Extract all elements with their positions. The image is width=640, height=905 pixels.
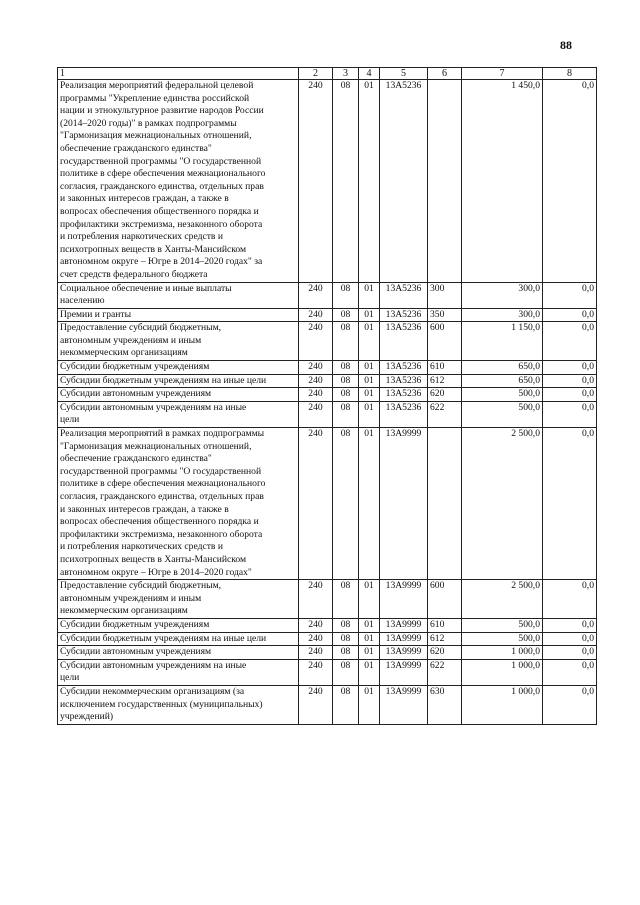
cell-subsection: 01 bbox=[359, 685, 380, 724]
cell-amount: 500,0 bbox=[462, 632, 543, 646]
cell-section: 08 bbox=[333, 685, 359, 724]
table-row bbox=[58, 361, 597, 375]
cell-expense-type bbox=[428, 80, 462, 283]
cell-expense-type: 630 bbox=[428, 685, 462, 724]
cell-target-article: 13А5236 bbox=[380, 374, 428, 388]
row-description: Субсидии бюджетным учреждениям на иные цели bbox=[58, 632, 299, 646]
cell-section: 08 bbox=[333, 361, 359, 375]
cell-target-article: 13А9999 bbox=[380, 428, 428, 580]
cell-subsection: 01 bbox=[359, 659, 380, 685]
table-row bbox=[58, 308, 597, 322]
cell-section: 08 bbox=[333, 580, 359, 619]
table-row bbox=[58, 80, 597, 283]
cell-amount: 2 500,0 bbox=[462, 428, 543, 580]
cell-code-2: 240 bbox=[299, 361, 333, 375]
cell-amount-8: 0,0 bbox=[543, 685, 597, 724]
column-header: 5 bbox=[380, 68, 428, 80]
row-description: Субсидии бюджетным учреждениям bbox=[58, 618, 299, 632]
cell-amount-8: 0,0 bbox=[543, 580, 597, 619]
cell-code-2: 240 bbox=[299, 428, 333, 580]
row-description: Реализация мероприятий в рамках подпрограммы "Гармонизация межнациональных отношений, обеспечение гражданского единства" государственной программы "О государственной политике в сфере обеспечения межнационального согласия, гражданского единства, отдельных прав и законных интересов граждан, а также в вопросах обеспечения общественного порядка и профилактики экстремизма, незаконного оборота и потребления наркотических средств и психотропных веществ в Ханты-Мансийском автономном округе – Югре в 2014–2020 годах" bbox=[58, 428, 299, 580]
cell-amount-8: 0,0 bbox=[543, 322, 597, 361]
cell-subsection: 01 bbox=[359, 308, 380, 322]
cell-target-article: 13А9999 bbox=[380, 659, 428, 685]
table-header-row bbox=[58, 68, 597, 80]
row-description: Субсидии автономным учреждениям bbox=[58, 388, 299, 402]
cell-section: 08 bbox=[333, 618, 359, 632]
row-description: Социальное обеспечение и иные выплаты населению bbox=[58, 282, 299, 308]
cell-amount-8: 0,0 bbox=[543, 282, 597, 308]
row-description: Премии и гранты bbox=[58, 308, 299, 322]
table-row bbox=[58, 322, 597, 361]
cell-code-2: 240 bbox=[299, 618, 333, 632]
cell-section: 08 bbox=[333, 388, 359, 402]
cell-code-2: 240 bbox=[299, 659, 333, 685]
cell-target-article: 13А9999 bbox=[380, 685, 428, 724]
cell-section: 08 bbox=[333, 428, 359, 580]
cell-target-article: 13А5236 bbox=[380, 361, 428, 375]
column-header: 8 bbox=[543, 68, 597, 80]
column-header: 1 bbox=[58, 68, 299, 80]
cell-subsection: 01 bbox=[359, 632, 380, 646]
cell-target-article: 13А5236 bbox=[380, 388, 428, 402]
cell-amount: 1 000,0 bbox=[462, 659, 543, 685]
table-row bbox=[58, 685, 597, 724]
cell-target-article: 13А9999 bbox=[380, 646, 428, 660]
table-row bbox=[58, 282, 597, 308]
cell-amount: 300,0 bbox=[462, 308, 543, 322]
cell-expense-type bbox=[428, 428, 462, 580]
cell-amount: 650,0 bbox=[462, 374, 543, 388]
cell-subsection: 01 bbox=[359, 374, 380, 388]
cell-section: 08 bbox=[333, 282, 359, 308]
cell-amount-8: 0,0 bbox=[543, 374, 597, 388]
column-header: 4 bbox=[359, 68, 380, 80]
row-description: Субсидии бюджетным учреждениям на иные цели bbox=[58, 374, 299, 388]
cell-expense-type: 620 bbox=[428, 646, 462, 660]
cell-expense-type: 622 bbox=[428, 401, 462, 427]
row-description: Субсидии автономным учреждениям bbox=[58, 646, 299, 660]
cell-expense-type: 600 bbox=[428, 580, 462, 619]
cell-subsection: 01 bbox=[359, 322, 380, 361]
cell-amount: 1 000,0 bbox=[462, 685, 543, 724]
row-description: Субсидии некоммерческим организациям (за исключением государственных (муниципальных) учреждений) bbox=[58, 685, 299, 724]
cell-target-article: 13А5236 bbox=[380, 308, 428, 322]
cell-code-2: 240 bbox=[299, 685, 333, 724]
cell-amount-8: 0,0 bbox=[543, 646, 597, 660]
cell-amount: 300,0 bbox=[462, 282, 543, 308]
cell-amount: 1 150,0 bbox=[462, 322, 543, 361]
table-row bbox=[58, 580, 597, 619]
cell-section: 08 bbox=[333, 401, 359, 427]
cell-code-2: 240 bbox=[299, 374, 333, 388]
cell-expense-type: 610 bbox=[428, 361, 462, 375]
cell-expense-type: 612 bbox=[428, 374, 462, 388]
cell-section: 08 bbox=[333, 632, 359, 646]
cell-amount-8: 0,0 bbox=[543, 388, 597, 402]
cell-amount: 650,0 bbox=[462, 361, 543, 375]
cell-expense-type: 620 bbox=[428, 388, 462, 402]
cell-section: 08 bbox=[333, 374, 359, 388]
cell-section: 08 bbox=[333, 659, 359, 685]
cell-amount: 500,0 bbox=[462, 401, 543, 427]
cell-section: 08 bbox=[333, 646, 359, 660]
table-row bbox=[58, 388, 597, 402]
row-description: Предоставление субсидий бюджетным, автономным учреждениям и иным некоммерческим организациям bbox=[58, 322, 299, 361]
cell-amount: 2 500,0 bbox=[462, 580, 543, 619]
cell-target-article: 13А5236 bbox=[380, 322, 428, 361]
cell-expense-type: 610 bbox=[428, 618, 462, 632]
cell-subsection: 01 bbox=[359, 580, 380, 619]
cell-amount-8: 0,0 bbox=[543, 632, 597, 646]
cell-amount-8: 0,0 bbox=[543, 428, 597, 580]
table-row bbox=[58, 374, 597, 388]
table-row bbox=[58, 618, 597, 632]
cell-target-article: 13А5236 bbox=[380, 282, 428, 308]
cell-code-2: 240 bbox=[299, 388, 333, 402]
row-description: Субсидии автономным учреждениям на иные цели bbox=[58, 659, 299, 685]
cell-target-article: 13А9999 bbox=[380, 632, 428, 646]
cell-amount-8: 0,0 bbox=[543, 80, 597, 283]
cell-code-2: 240 bbox=[299, 401, 333, 427]
cell-amount: 500,0 bbox=[462, 388, 543, 402]
cell-target-article: 13А9999 bbox=[380, 618, 428, 632]
column-header: 3 bbox=[333, 68, 359, 80]
column-header: 7 bbox=[462, 68, 543, 80]
page-number: 88 bbox=[560, 38, 572, 52]
cell-amount-8: 0,0 bbox=[543, 401, 597, 427]
table-row bbox=[58, 659, 597, 685]
cell-code-2: 240 bbox=[299, 580, 333, 619]
table-row bbox=[58, 428, 597, 580]
cell-section: 08 bbox=[333, 322, 359, 361]
cell-subsection: 01 bbox=[359, 646, 380, 660]
cell-code-2: 240 bbox=[299, 282, 333, 308]
row-description: Реализация мероприятий федеральной целевой программы "Укрепление единства российской нации и этнокультурное развитие народов России (2014–2020 годы)" в рамках подпрограммы "Гармонизация межнациональных отношений, обеспечение гражданского единства" государственной программы "О государственной политике в сфере обеспечения межнационального согласия, гражданского единства, отдельных прав и законных интересов граждан, а также в вопросах обеспечения общественного порядка и профилактики экстремизма, незаконного оборота и потребления наркотических средств и психотропных веществ в Ханты-Мансийском автономном округе – Югре в 2014–2020 годах" за счет средств федерального бюджета bbox=[58, 80, 299, 283]
cell-expense-type: 600 bbox=[428, 322, 462, 361]
cell-target-article: 13А9999 bbox=[380, 580, 428, 619]
cell-amount: 1 000,0 bbox=[462, 646, 543, 660]
row-description: Предоставление субсидий бюджетным, автономным учреждениям и иным некоммерческим организациям bbox=[58, 580, 299, 619]
cell-section: 08 bbox=[333, 80, 359, 283]
cell-target-article: 13А5236 bbox=[380, 80, 428, 283]
cell-code-2: 240 bbox=[299, 632, 333, 646]
cell-section: 08 bbox=[333, 308, 359, 322]
table-row bbox=[58, 632, 597, 646]
cell-subsection: 01 bbox=[359, 388, 380, 402]
cell-expense-type: 612 bbox=[428, 632, 462, 646]
cell-amount-8: 0,0 bbox=[543, 361, 597, 375]
row-description: Субсидии автономным учреждениям на иные цели bbox=[58, 401, 299, 427]
cell-code-2: 240 bbox=[299, 322, 333, 361]
cell-code-2: 240 bbox=[299, 80, 333, 283]
budget-table bbox=[57, 67, 597, 725]
cell-code-2: 240 bbox=[299, 308, 333, 322]
cell-subsection: 01 bbox=[359, 80, 380, 283]
cell-code-2: 240 bbox=[299, 646, 333, 660]
column-header: 2 bbox=[299, 68, 333, 80]
cell-amount-8: 0,0 bbox=[543, 308, 597, 322]
cell-target-article: 13А5236 bbox=[380, 401, 428, 427]
table-row bbox=[58, 401, 597, 427]
cell-subsection: 01 bbox=[359, 618, 380, 632]
cell-subsection: 01 bbox=[359, 401, 380, 427]
row-description: Субсидии бюджетным учреждениям bbox=[58, 361, 299, 375]
cell-amount-8: 0,0 bbox=[543, 618, 597, 632]
cell-subsection: 01 bbox=[359, 428, 380, 580]
table-row bbox=[58, 646, 597, 660]
cell-amount: 500,0 bbox=[462, 618, 543, 632]
cell-subsection: 01 bbox=[359, 282, 380, 308]
cell-amount: 1 450,0 bbox=[462, 80, 543, 283]
cell-expense-type: 300 bbox=[428, 282, 462, 308]
cell-amount-8: 0,0 bbox=[543, 659, 597, 685]
cell-subsection: 01 bbox=[359, 361, 380, 375]
cell-expense-type: 350 bbox=[428, 308, 462, 322]
cell-expense-type: 622 bbox=[428, 659, 462, 685]
column-header: 6 bbox=[428, 68, 462, 80]
